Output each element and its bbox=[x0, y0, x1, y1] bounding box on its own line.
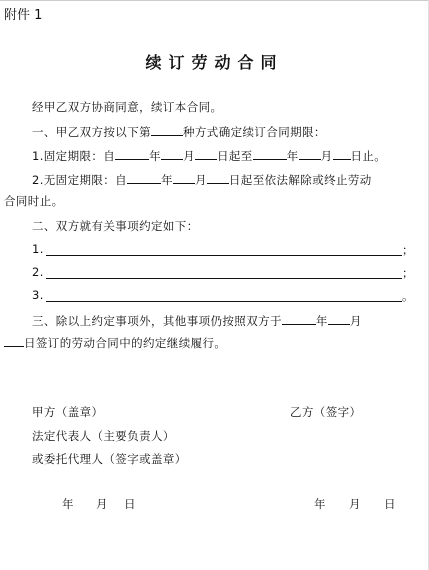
party-b-label: 乙方（签字） bbox=[290, 405, 362, 419]
party-a-date-month: 月 bbox=[96, 497, 108, 511]
clause-3-text-b: 日签订的劳动合同中的约定继续履行。 bbox=[24, 336, 227, 350]
party-b-date-year: 年 bbox=[314, 497, 326, 511]
item-2-number: 2. bbox=[32, 265, 44, 279]
fixed-end-year-blank bbox=[253, 149, 287, 160]
item-3-end: 。 bbox=[402, 289, 414, 303]
nonfixed-month-blank bbox=[173, 173, 195, 184]
item-3-line bbox=[46, 301, 402, 302]
fixed-start-year-blank bbox=[115, 149, 149, 160]
item-1-number: 1. bbox=[32, 242, 44, 256]
item-2-line bbox=[46, 278, 402, 279]
party-a-date-year: 年 bbox=[62, 497, 74, 511]
nonfixed-day-blank bbox=[207, 173, 229, 184]
clause-1 bbox=[32, 124, 326, 140]
item-1-line bbox=[46, 255, 402, 256]
nonfixed-term-line bbox=[32, 172, 372, 188]
item-3-number: 3. bbox=[32, 288, 44, 302]
fixed-end-month-label: 月 bbox=[320, 149, 333, 163]
fixed-end-day-blank bbox=[333, 149, 351, 160]
nonfixed-term-text: 日起至依法解除或终止劳动 bbox=[228, 173, 372, 187]
clause-3-continuation bbox=[4, 335, 226, 351]
clause-1-text-b: 种方式确定续订合同期限： bbox=[183, 125, 326, 139]
method-blank bbox=[151, 125, 183, 136]
nonfixed-year-blank bbox=[127, 173, 161, 184]
nonfixed-term-label: 2.无固定期限：自 bbox=[32, 173, 128, 187]
clause-1-text-a: 一、甲乙双方按以下第 bbox=[32, 125, 151, 139]
party-a-label: 甲方（盖章） bbox=[32, 405, 104, 419]
party-a-date-day: 日 bbox=[124, 497, 136, 511]
top-border bbox=[0, 0, 429, 1]
document-title: 续订劳动合同 bbox=[145, 53, 284, 72]
clause-3 bbox=[32, 313, 362, 329]
clause-3-year-label: 年 bbox=[315, 314, 328, 328]
clause-3-month-blank bbox=[328, 314, 350, 325]
clause-3-year-blank bbox=[282, 314, 316, 325]
fixed-year-label: 年 bbox=[149, 149, 162, 163]
fixed-month-label: 月 bbox=[183, 149, 195, 163]
fixed-end-month-blank bbox=[299, 149, 321, 160]
nonfixed-term-continuation: 合同时止。 bbox=[4, 194, 64, 208]
fixed-day-from-label: 日起至 bbox=[216, 149, 253, 163]
fixed-start-month-blank bbox=[161, 149, 183, 160]
fixed-term-line bbox=[32, 148, 386, 164]
clause-3-day-blank bbox=[4, 336, 24, 347]
fixed-start-day-blank bbox=[195, 149, 217, 160]
clause-3-month-label: 月 bbox=[349, 314, 362, 328]
fixed-term-label: 1.固定期限：自 bbox=[32, 149, 116, 163]
fixed-day-end-label: 日止。 bbox=[350, 149, 387, 163]
attachment-label: 附件 1 bbox=[4, 8, 43, 23]
party-b-date-month: 月 bbox=[349, 497, 361, 511]
clause-3-text-a: 三、除以上约定事项外，其他事项仍按照双方于 bbox=[32, 314, 282, 328]
item-1-end: ； bbox=[402, 243, 414, 257]
nonfixed-year-label: 年 bbox=[161, 173, 173, 187]
nonfixed-month-label: 月 bbox=[194, 173, 207, 187]
legal-representative-label: 法定代表人（主要负责人） bbox=[32, 429, 175, 443]
intro-paragraph bbox=[32, 99, 222, 115]
authorized-agent-label: 或委托代理人（签字或盖章） bbox=[32, 452, 187, 466]
fixed-end-year-label: 年 bbox=[286, 149, 299, 163]
item-2-end: ； bbox=[402, 266, 414, 280]
party-b-date-day: 日 bbox=[384, 497, 396, 511]
intro-text: 经甲乙双方协商同意，续订本合同。 bbox=[32, 100, 223, 114]
clause-2: 二、双方就有关事项约定如下： bbox=[32, 219, 199, 233]
